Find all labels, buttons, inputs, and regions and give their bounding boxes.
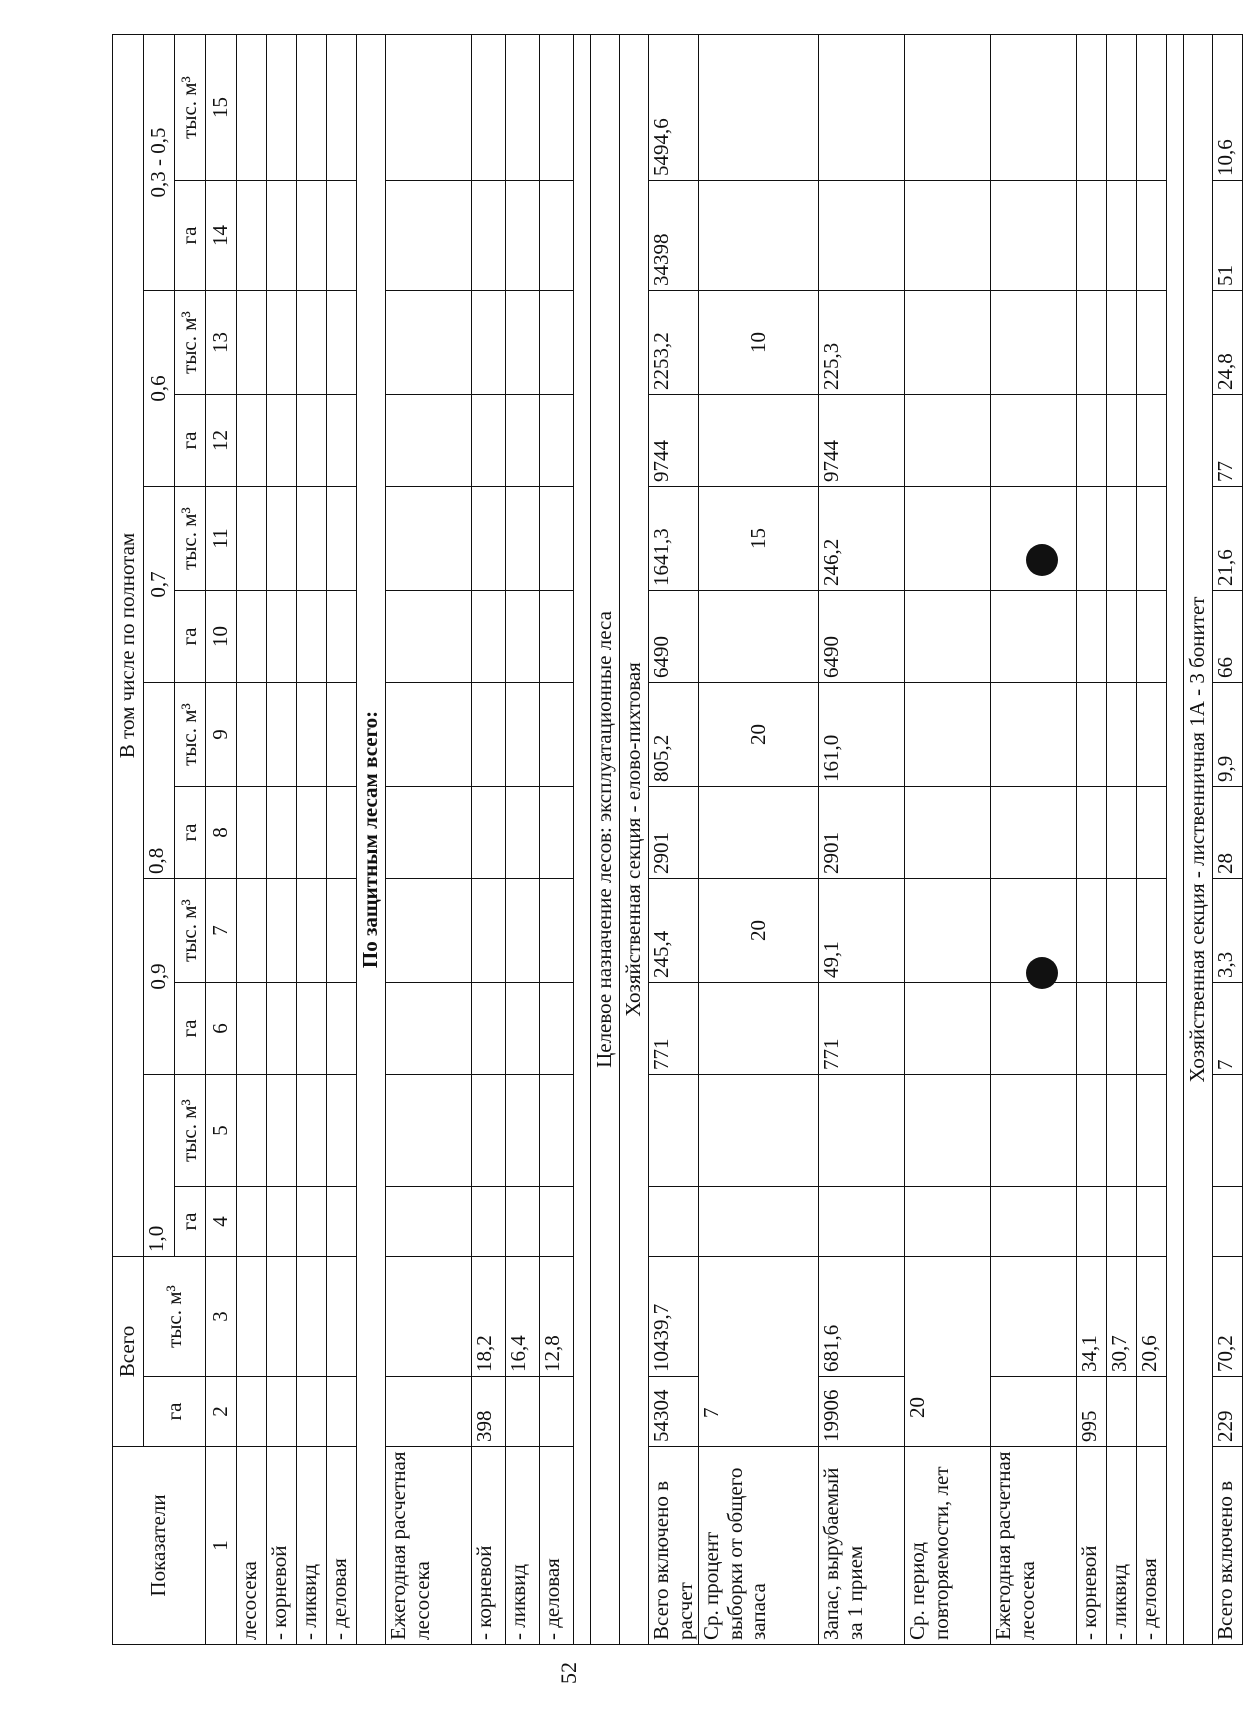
row-label: - деловая xyxy=(327,1447,357,1645)
row-label: Всего включено в xyxy=(1213,1447,1243,1645)
row-label: - деловая xyxy=(540,1447,574,1645)
header-density-5: 0,6 xyxy=(144,291,175,487)
cell-m3: 20,6 xyxy=(1137,1257,1167,1377)
cell: 161,0 xyxy=(819,683,905,787)
col-number: 11 xyxy=(206,487,237,591)
row-label: - корневой xyxy=(1077,1447,1107,1645)
row-label: Ежегодная расчетная лесосека xyxy=(991,1447,1077,1645)
cell: 10,6 xyxy=(1213,34,1243,180)
cell: 9744 xyxy=(819,395,905,487)
cell-ha: 19906 xyxy=(819,1377,905,1447)
cell: 34398 xyxy=(649,181,699,291)
cell-m3: 30,7 xyxy=(1107,1257,1137,1377)
col-number: 2 xyxy=(206,1377,237,1447)
cell-ha: 54304 xyxy=(649,1377,699,1447)
cell-m3: 34,1 xyxy=(1077,1257,1107,1377)
cell xyxy=(649,1187,699,1257)
cell-ha xyxy=(1137,1377,1167,1447)
purpose-title: Целевое назначение лесов: эксплуатационные леса xyxy=(591,34,620,1644)
cell: 20 xyxy=(699,879,819,983)
cell: 15 xyxy=(699,487,819,591)
page-number: 52 xyxy=(556,1662,581,1684)
cell: 9744 xyxy=(649,395,699,487)
cell-m3 xyxy=(386,1257,472,1377)
punch-hole-dot-bottom xyxy=(1026,957,1058,989)
row-label: Ежегодная расчетная лесосека xyxy=(386,1447,472,1645)
row-label: - корневой xyxy=(267,1447,297,1645)
cell: 6490 xyxy=(649,591,699,683)
cell-ha: 398 xyxy=(472,1377,506,1447)
row-label: Запас, вырубаемый за 1 прием xyxy=(819,1447,905,1645)
col-number: 12 xyxy=(206,395,237,487)
cell: 771 xyxy=(819,983,905,1075)
forest-table xyxy=(112,34,1243,1645)
row-label: - ликвид xyxy=(1107,1447,1137,1645)
header-density-3: 0,8 xyxy=(144,683,175,879)
row-label: - корневой xyxy=(472,1447,506,1645)
protective-forests-title: По защитным лесам всего: xyxy=(357,34,386,1644)
cell: 28 xyxy=(1213,787,1243,879)
cell: 1641,3 xyxy=(649,487,699,591)
rotated-table-sheet xyxy=(112,35,1238,1645)
cell: 771 xyxy=(649,983,699,1075)
col-number: 15 xyxy=(206,34,237,180)
cell: 20 xyxy=(699,683,819,787)
header-ha: га xyxy=(175,181,206,291)
section-title-larch: Хозяйственная секция - лиственничная 1А - 3 бонитет xyxy=(1184,34,1213,1644)
header-density-6: 0,3 - 0,5 xyxy=(144,34,175,290)
header-in-total: В том числе по полнотам xyxy=(113,34,144,1256)
col-number: 14 xyxy=(206,181,237,291)
header-m3: тыс. м³ xyxy=(175,487,206,591)
row-label: - деловая xyxy=(1137,1447,1167,1645)
cell xyxy=(1213,1075,1243,1187)
cell-m3: 7 xyxy=(699,1257,819,1447)
header-total-ha: га xyxy=(144,1377,206,1447)
cell: 7 xyxy=(1213,983,1243,1075)
row-label: Ср. период повторяемости, лет xyxy=(905,1447,991,1645)
cell-ha: 229 xyxy=(1213,1377,1243,1447)
header-m3: тыс. м³ xyxy=(175,34,206,180)
col-number: 6 xyxy=(206,983,237,1075)
col-number: 4 xyxy=(206,1187,237,1257)
cell: 9,9 xyxy=(1213,683,1243,787)
cell: 21,6 xyxy=(1213,487,1243,591)
row-label: - ликвид xyxy=(506,1447,540,1645)
row-label: Всего включено в расчет xyxy=(649,1447,699,1645)
cell: 66 xyxy=(1213,591,1243,683)
cell xyxy=(649,1075,699,1187)
cell: 2901 xyxy=(649,787,699,879)
cell-m3: 10439,7 xyxy=(649,1257,699,1377)
cell: 2253,2 xyxy=(649,291,699,395)
col-number: 10 xyxy=(206,591,237,683)
cell: 245,4 xyxy=(649,879,699,983)
row-label: Ср. процент выборки от общего запаса xyxy=(699,1447,819,1645)
header-density-4: 0,7 xyxy=(144,487,175,683)
col-number: 8 xyxy=(206,787,237,879)
cell-m3: 20 xyxy=(905,1257,991,1447)
row-label: - ликвид xyxy=(297,1447,327,1645)
header-total: Всего xyxy=(113,1257,144,1447)
cell-ha: 995 xyxy=(1077,1377,1107,1447)
cell: 10 xyxy=(699,291,819,395)
cell-ha xyxy=(1107,1377,1137,1447)
col-number: 3 xyxy=(206,1257,237,1377)
cell: 246,2 xyxy=(819,487,905,591)
header-m3: тыс. м³ xyxy=(175,879,206,983)
cell-m3: 70,2 xyxy=(1213,1257,1243,1377)
cell: 805,2 xyxy=(649,683,699,787)
col-number: 7 xyxy=(206,879,237,983)
punch-hole-dot-top xyxy=(1026,544,1058,576)
header-ha: га xyxy=(175,395,206,487)
cell: 225,3 xyxy=(819,291,905,395)
row-label: лесосека xyxy=(237,1447,267,1645)
header-ha: га xyxy=(175,591,206,683)
cell-m3: 18,2 xyxy=(472,1257,506,1377)
header-ha: га xyxy=(175,787,206,879)
header-ha: га xyxy=(175,983,206,1075)
header-indicators: Показатели xyxy=(113,1447,206,1645)
header-total-m3: тыс. м³ xyxy=(144,1257,206,1377)
header-density-1: 1,0 xyxy=(144,1075,175,1257)
col-number: 13 xyxy=(206,291,237,395)
header-m3: тыс. м³ xyxy=(175,683,206,787)
col-number: 5 xyxy=(206,1075,237,1187)
cell xyxy=(1213,1187,1243,1257)
header-m3: тыс. м³ xyxy=(175,1075,206,1187)
header-m3: тыс. м³ xyxy=(175,291,206,395)
col-number: 9 xyxy=(206,683,237,787)
section-title-spruce-fir: Хозяйственная секция - елово-пихтовая xyxy=(620,34,649,1644)
cell-ha xyxy=(506,1377,540,1447)
cell: 2901 xyxy=(819,787,905,879)
cell: 3,3 xyxy=(1213,879,1243,983)
cell-ha xyxy=(386,1377,472,1447)
cell-m3: 12,8 xyxy=(540,1257,574,1377)
cell: 77 xyxy=(1213,395,1243,487)
header-density-2: 0,9 xyxy=(144,879,175,1075)
cell-ha xyxy=(540,1377,574,1447)
cell: 5494,6 xyxy=(649,34,699,180)
cell: 49,1 xyxy=(819,879,905,983)
col-number: 1 xyxy=(206,1447,237,1645)
cell: 6490 xyxy=(819,591,905,683)
cell: 51 xyxy=(1213,181,1243,291)
cell-m3: 16,4 xyxy=(506,1257,540,1377)
cell-m3: 681,6 xyxy=(819,1257,905,1377)
cell: 24,8 xyxy=(1213,291,1243,395)
header-ha: га xyxy=(175,1187,206,1257)
